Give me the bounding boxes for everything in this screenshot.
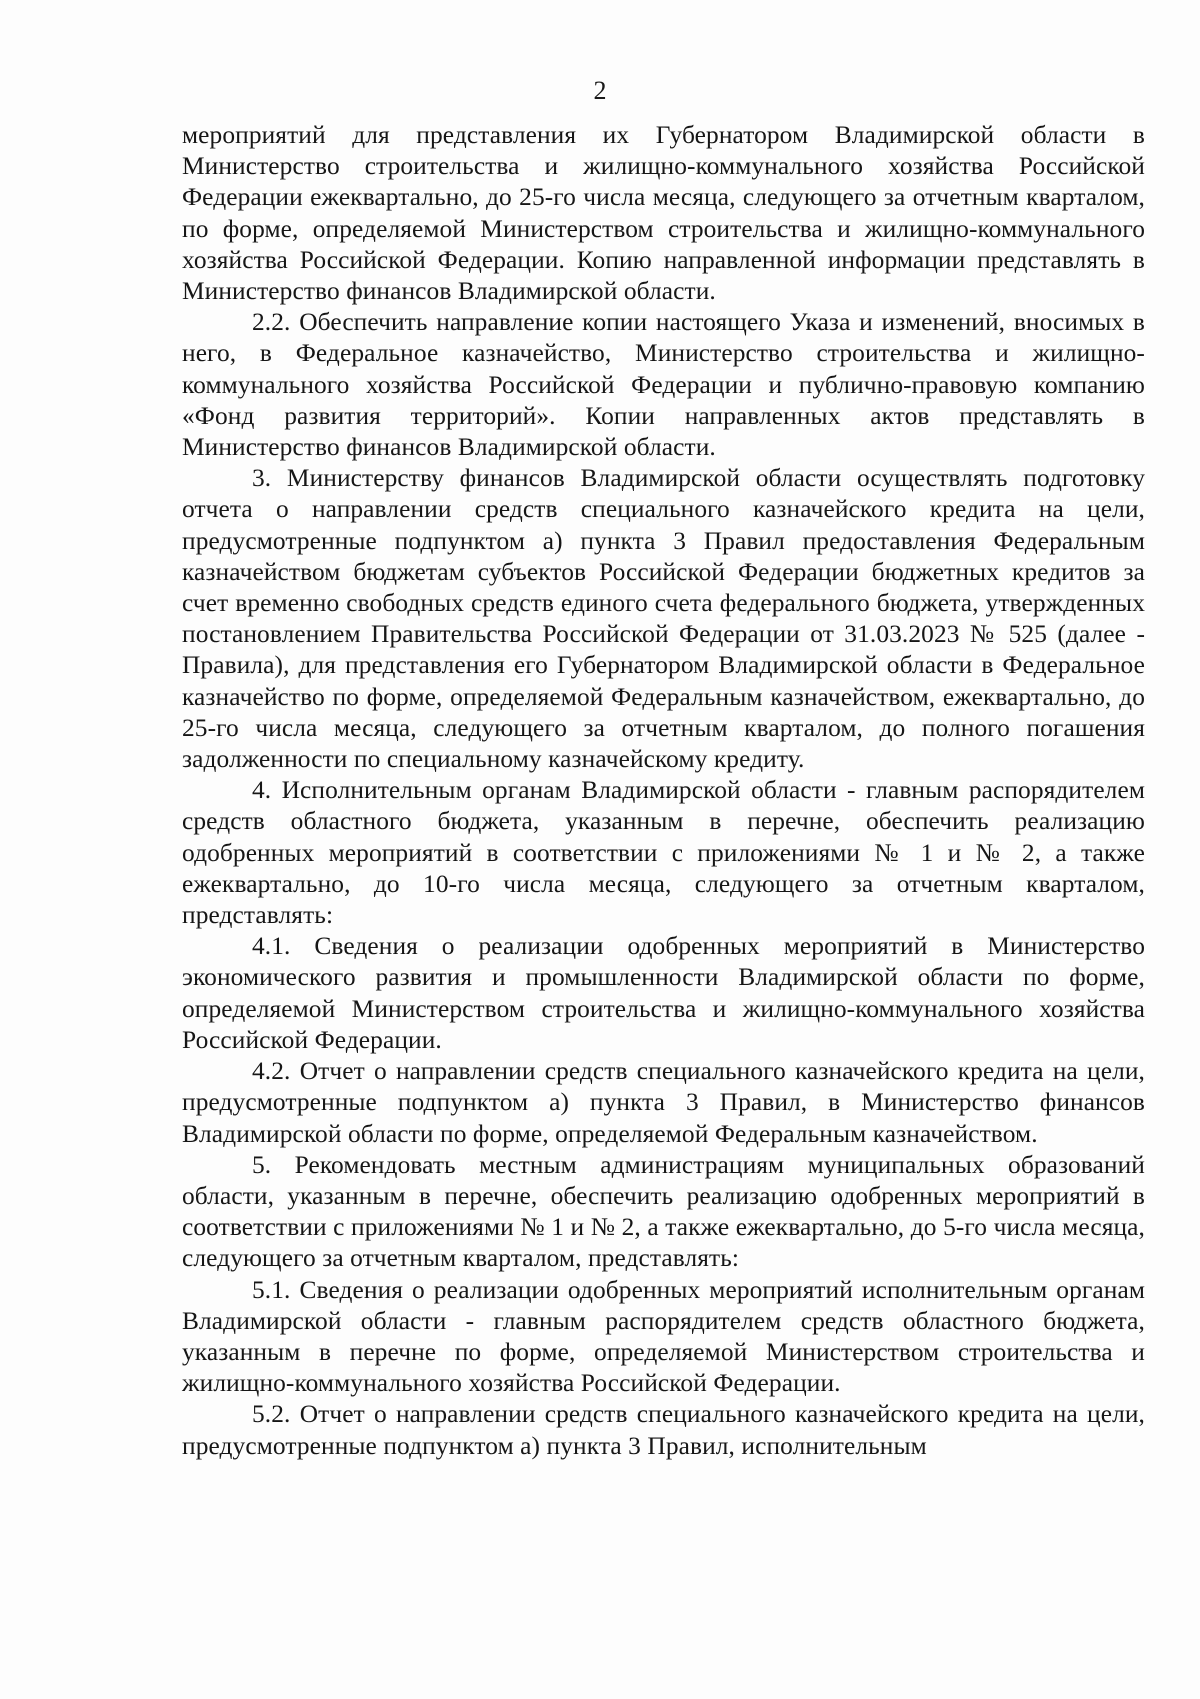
paragraph-3: 3. Министерству финансов Владимирской области осуществлять подготовку отчета о направлении средств специального казначейского кредита на цели, предусмотренные подпунктом а) пункта 3 Правил предоставления Федеральным казначейством бюджетам субъектов Российской Федерации бюджетных кредитов за счет временно свободных средств единого счета федерального бюджета, утвержденных постановлением Правительства Российской Федерации от 31.03.2023 № 525 (далее - Правила), для представления его Губернатором Владимирской области в Федеральное казначейство по форме, определяемой Федеральным казначейством, ежеквартально, до 25-го числа месяца, следующего за отчетным кварталом, до полного погашения задолженности по специальному казначейскому кредиту. <box>182 464 1145 774</box>
paragraph-5: 5. Рекомендовать местным администрациям муниципальных образований области, указанным в перечне, обеспечить реализацию одобренных мероприятий в соответствии с приложениями № 1 и № 2, а также ежеквартально, до 5-го числа месяца, следующего за отчетным кварталом, представлять: <box>182 1150 1145 1273</box>
paragraph-4-1: 4.1. Сведения о реализации одобренных мероприятий в Министерство экономического развития и промышленности Владимирской области по форме, определяемой Министерством строительства и жилищно-коммунального хозяйства Российской Федерации. <box>182 932 1145 1054</box>
paragraph-2-2: 2.2. Обеспечить направление копии настоящего Указа и изменений, вносимых в него, в Федеральное казначейство, Министерство строительства и жилищно-коммунального хозяйства Российской Федерации и публично-правовую компанию «Фонд развития территорий». Копии направленных актов представлять в Министерство финансов Владимирской области. <box>182 308 1145 462</box>
document-body <box>182 120 1145 1462</box>
paragraph-5-2: 5.2. Отчет о направлении средств специального казначейского кредита на цели, предусмотренные подпунктом а) пункта 3 Правил, исполнительным <box>182 1400 1145 1460</box>
page-number: 2 <box>593 76 607 105</box>
paragraph-5-1: 5.1. Сведения о реализации одобренных мероприятий исполнительным органам Владимирской области - главным распорядителем средств областного бюджета, указанным в перечне по форме, определяемой Министерством строительства и жилищно-коммунального хозяйства Российской Федерации. <box>182 1275 1145 1398</box>
paragraph-continuation: мероприятий для представления их Губернатором Владимирской области в Министерство строительства и жилищно-коммунального хозяйства Российской Федерации ежеквартально, до 25-го числа месяца, следующего за отчетным кварталом, по форме, определяемой Министерством строительства и жилищно-коммунального хозяйства Российской Федерации. Копию направленной информации представлять в Министерство финансов Владимирской области. <box>182 121 1145 306</box>
paragraph-4-2: 4.2. Отчет о направлении средств специального казначейского кредита на цели, предусмотренные подпунктом а) пункта 3 Правил, в Министерство финансов Владимирской области по форме, определяемой Федеральным казначейством. <box>182 1057 1145 1148</box>
paragraph-4: 4. Исполнительным органам Владимирской области - главным распорядителем средств областного бюджета, указанным в перечне, обеспечить реализацию одобренных мероприятий в соответствии с приложениями № 1 и № 2, а также ежеквартально, до 10-го числа месяца, следующего за отчетным кварталом, представлять: <box>182 776 1145 930</box>
